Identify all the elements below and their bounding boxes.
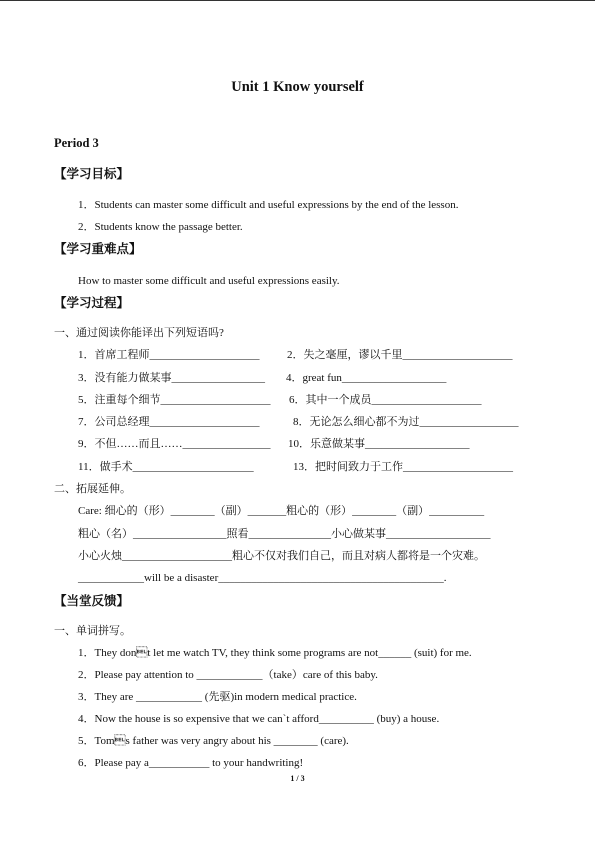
goals-heading: 【学习目标】 (54, 166, 130, 181)
section-translate-title: 一、通过阅读你能译出下列短语吗? (54, 327, 224, 339)
section-extension-title: 二、拓展延伸。 (54, 483, 131, 495)
extension-line: 粗心（名）_________________照看_______________小心做某事___________________ (78, 528, 491, 540)
extension-line: 小心火烛____________________粗心不仅对我们自己，而且对病人都将是一个灾难。 (78, 550, 485, 562)
phrase-item: 11．做手术______________________ (78, 461, 254, 473)
phrase-item: 6．其中一个成员____________________ (289, 394, 482, 406)
phrase-item: 10．乐意做某事___________________ (288, 438, 470, 450)
goal-item-1: 1．Students can master some difficult and useful expressions by the end of the lesson. (78, 199, 459, 211)
phrase-item: 13．把时间致力于工作____________________ (293, 461, 513, 473)
phrase-item: 4．great fun___________________ (286, 372, 447, 384)
spelling-item: 3．They are ____________ (先驱)in modern medical practice. (78, 691, 357, 703)
phrase-item: 3．没有能力做某事_________________ (78, 372, 265, 384)
focus-heading: 【学习重难点】 (54, 241, 142, 256)
focus-text: How to master some difficult and useful expressions easily. (78, 275, 340, 287)
spelling-item: 2．Please pay attention to ____________（take）care of this baby. (78, 669, 378, 681)
phrase-item: 2．失之毫厘，谬以千里____________________ (287, 349, 513, 361)
spelling-item: 4．Now the house is so expensive that we can`t afford__________ (buy) a house. (78, 713, 440, 725)
feedback-heading: 【当堂反馈】 (54, 593, 130, 608)
extension-line: Care: 细心的（形）________（副）_______粗心的（形）________（副）__________ (78, 505, 485, 517)
period-label: Period 3 (54, 136, 99, 150)
spelling-item: 5．Toms father was very angry about his ________ (care). (78, 735, 349, 747)
phrase-item: 5．注重每个细节____________________ (78, 394, 271, 406)
spelling-item: 1．They dont let me watch TV, they think some programs are not______ (suit) for me. (78, 647, 472, 659)
page-title: Unit 1 Know yourself (231, 79, 364, 95)
section-spelling-title: 一、单词拼写。 (54, 625, 131, 637)
phrase-item: 1．首席工程师____________________ (78, 349, 260, 361)
phrase-item: 9．不但……而且……________________ (78, 438, 271, 450)
page-number: 1 / 3 (290, 774, 305, 783)
extension-line: ____________will be a disaster_________________________________________. (78, 572, 447, 584)
phrase-item: 8．无论怎么细心都不为过__________________ (293, 416, 519, 428)
process-heading: 【学习过程】 (54, 295, 130, 310)
phrase-item: 7．公司总经理____________________ (78, 416, 260, 428)
page-top-rule (0, 0, 595, 1)
spelling-item: 6．Please pay a___________ to your handwriting! (78, 757, 304, 769)
goal-item-2: 2．Students know the passage better. (78, 221, 243, 233)
